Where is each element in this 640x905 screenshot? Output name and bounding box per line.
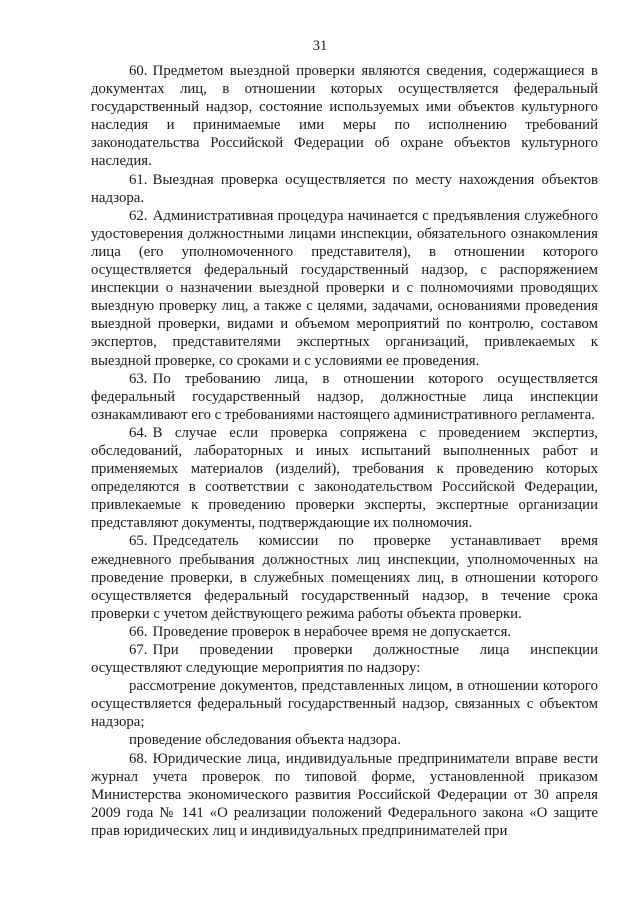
paragraph-number: 61.: [129, 171, 148, 188]
paragraph-text: При проведении проверки должностные лица инспекции осуществляют следующие мероприятия по надзору:: [91, 642, 598, 677]
paragraph-number: 66.: [129, 623, 148, 640]
paragraph-number: 60.: [129, 63, 148, 79]
paragraph-text: В случае если проверка сопряжена с проведением экспертиз, обследований, лабораторных и иных испытаний выполненных работ и применяемых материалов (изделий), требования к проведению которых определяются в соответствии с законодательством Российской Федерации, привлекаемые к проведению проверки эксперты, экспертные организации представляют документы, подтверждающие их полномочия.: [91, 424, 598, 532]
paragraph-text: Проведение проверок в нерабочее время не допускается.: [152, 623, 512, 640]
paragraph-text: Выездная проверка осуществляется по месту нахождения объектов надзора.: [91, 171, 598, 206]
paragraph-62: [91, 207, 598, 370]
paragraph-number: 65.: [129, 533, 148, 550]
paragraph-63: [91, 370, 598, 424]
paragraph-number: 68.: [129, 750, 148, 767]
paragraph-68: [91, 750, 598, 840]
paragraph-number: 64.: [129, 424, 148, 441]
paragraph-text: Юридические лица, индивидуальные предприниматели вправе вести журнал учета проверок по типовой форме, установленной приказом Министерства экономического развития Российской Федерации от 30 апреля 2009 года № 141 «О реализации положений Федерального закона «О защите прав юридических лиц и индивидуальных предпринимателей при: [91, 750, 598, 839]
paragraph-text: По требованию лица, в отношении которого осуществляется федеральный государственный надзор, должностные лица инспекции ознакамливают его с требованиями настоящего административного регламента.: [91, 370, 598, 423]
paragraph-text: Административная процедура начинается с предъявления служебного удостоверения должностными лицами инспекции, обязательного ознакомления лица (его уполномоченного представителя), в отношении которого осуществляется федеральный государственный надзор, с распоряжением инспекции о назначении выездной проверки и с полномочиями проводящих выездную проверку лиц, а также с целями, задачами, основаниями проведения выездной проверки, видами и объемом мероприятий по контролю, составом экспертов, представителями экспертных организаций, привлекаемых к выездной проверке, со сроками и с условиями ее проведения.: [91, 207, 598, 369]
paragraph-number: 63.: [129, 370, 148, 387]
paragraph-60: [91, 62, 598, 171]
paragraph-number: 67.: [129, 642, 148, 658]
paragraph-66: [91, 623, 598, 641]
paragraph-64: [91, 424, 598, 533]
paragraph-67: [91, 641, 598, 677]
paragraph-number: 62.: [129, 207, 148, 224]
document-body: [91, 62, 598, 840]
paragraph-61: [91, 171, 598, 207]
paragraph-65: [91, 532, 598, 622]
paragraph-text: Председатель комиссии по проверке устанавливает время ежедневного пребывания должностных лиц инспекции, уполномоченных на проведение проверки, в служебных помещениях лиц, в отношении которого осуществляется федеральный государственный надзор, в течение срока проверки с учетом действующего режима работы объекта проверки.: [91, 533, 598, 622]
paragraph-text: Предметом выездной проверки являются сведения, содержащиеся в документах лиц, в отношении которых осуществляется федеральный государственный надзор, состояние используемых ими объектов культурного наследия и принимаемые ими меры по исполнению требований законодательства Российской Федерации об охране объектов культурного наследия.: [91, 63, 598, 170]
sub-item-object-inspection: проведение обследования объекта надзора.: [129, 732, 401, 749]
page-number: 31: [312, 38, 328, 54]
sub-item-documents-review: рассмотрение документов, представленных лицом, в отношении которого осуществляется федеральный государственный надзор, связанных с объектом надзора;: [91, 678, 598, 731]
